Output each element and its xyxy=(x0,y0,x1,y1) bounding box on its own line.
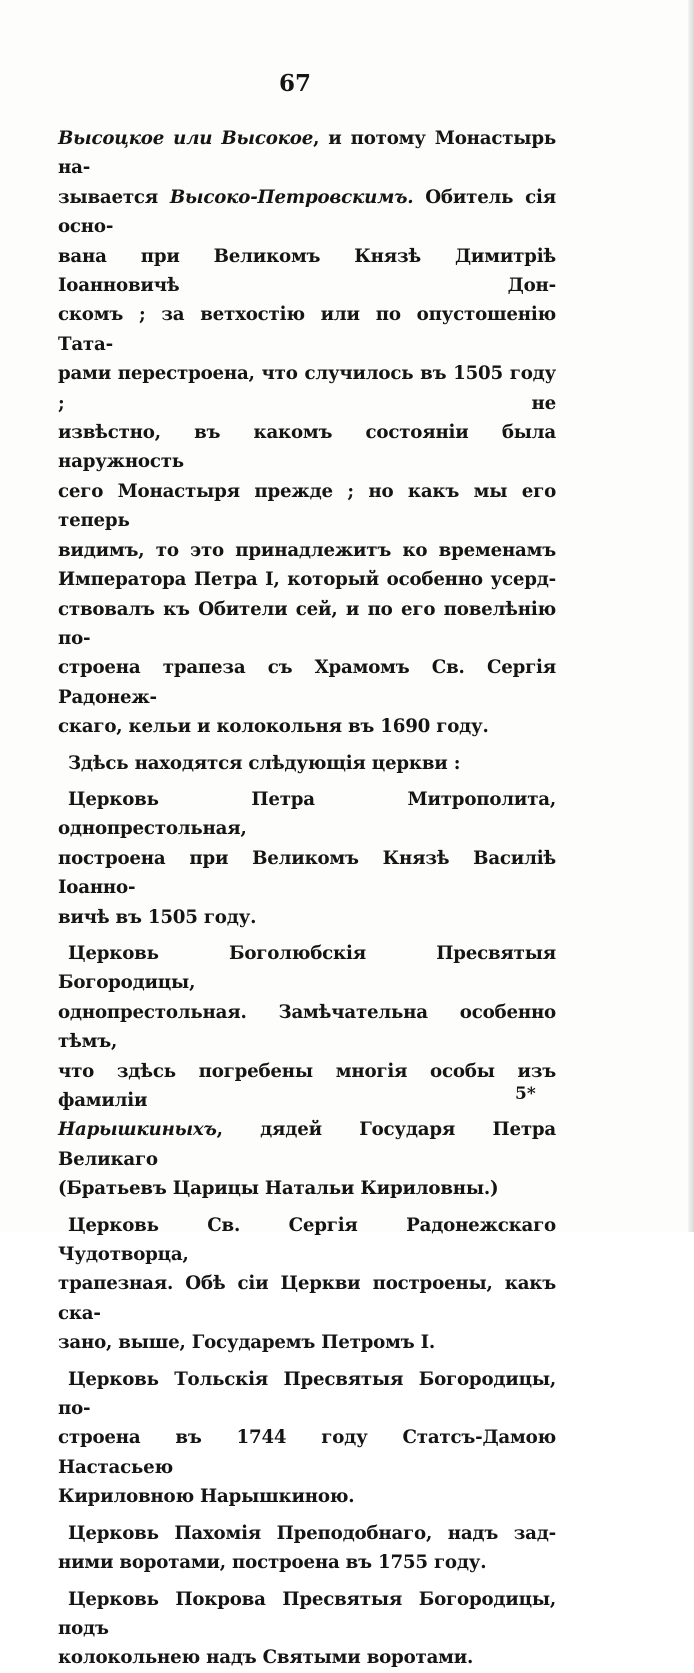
text-segment: скомъ ; за ветхостію или по опустошенію Тата- xyxy=(58,304,556,355)
text-line xyxy=(58,1548,556,1577)
text-segment: (Братьевъ Царицы Натальи Кириловны.) xyxy=(58,1178,499,1200)
text-segment: построена при Великомъ Князѣ Василіѣ Іоанно- xyxy=(58,847,556,899)
text-line xyxy=(58,300,556,359)
text-line xyxy=(58,903,556,932)
text-segment: однопрестольная. Замѣчательна особенно тѣмъ, xyxy=(58,1001,556,1053)
text-segment: вана при Великомъ Князѣ Димитріѣ Іоанновичѣ Дон- xyxy=(58,245,556,297)
text-segment: Кириловною Нарышкиною. xyxy=(58,1486,355,1508)
text-segment: ними воротами, построена въ 1755 году. xyxy=(58,1552,487,1574)
page-number: 67 xyxy=(278,70,311,97)
text-line xyxy=(58,998,556,1057)
text-segment: ствовалъ къ Обители сей, и по его повелѣнію по- xyxy=(58,598,556,649)
text-segment: Церковь Св. Сергія Радонежскаго Чудотворца, xyxy=(58,1214,556,1266)
text-segment: скаго, кельи и колокольня въ 1690 году. xyxy=(58,716,489,738)
text-segment: Императора Петра I, который особенно усерд- xyxy=(58,569,556,591)
italic-text-segment: Высоко-Петровскимъ. xyxy=(169,186,414,208)
text-line xyxy=(58,785,556,844)
body-text xyxy=(58,124,556,1673)
text-line xyxy=(58,359,556,418)
text-line xyxy=(58,242,556,301)
text-segment: Церковь Боголюбскія Пресвятыя Богородицы, xyxy=(58,942,556,994)
text-segment: , дядей Государя Петра Великаго xyxy=(58,1119,556,1170)
text-segment: трапезная. Обѣ сіи Церкви построены, какъ ска- xyxy=(58,1273,556,1324)
text-segment: Церковь Тольскія Пресвятыя Богородицы, по- xyxy=(58,1368,556,1420)
text-line xyxy=(58,1057,556,1116)
text-line xyxy=(58,1211,556,1270)
text-segment: зывается xyxy=(58,186,170,208)
text-segment: Церковь Пахомія Преподобнаго, надъ зад- xyxy=(68,1522,556,1544)
text-line xyxy=(58,595,556,654)
text-line xyxy=(58,124,556,183)
italic-text-segment: Высоцкое или Высокое xyxy=(58,128,314,149)
text-line xyxy=(58,712,556,741)
text-line xyxy=(58,1423,556,1482)
text-line xyxy=(58,565,556,594)
text-segment: строена трапеза съ Храмомъ Св. Сергія Радонеж- xyxy=(58,657,556,708)
text-segment: Церковь Покрова Пресвятыя Богородицы, подъ xyxy=(58,1588,556,1639)
text-segment: что здѣсь погребены многія особы изъ фамиліи xyxy=(58,1060,556,1111)
text-line xyxy=(58,1328,556,1357)
text-line xyxy=(58,1115,556,1174)
text-segment: Здѣсь находятся слѣдующія церкви : xyxy=(68,752,461,774)
text-segment: , и потому Монастырь на- xyxy=(58,128,556,179)
text-segment: зано, выше, Государемъ Петромъ I. xyxy=(58,1332,436,1354)
text-line xyxy=(58,844,556,903)
page-edge-shadow xyxy=(688,0,694,1232)
text-segment: Церковь Петра Митрополита, однопрестольная, xyxy=(58,788,556,840)
text-segment: сего Монастыря прежде ; но какъ мы его теперь xyxy=(58,480,556,532)
text-line xyxy=(58,1643,556,1672)
text-segment: вичѣ въ 1505 году. xyxy=(58,906,257,928)
text-line xyxy=(58,418,556,477)
text-line xyxy=(58,1519,556,1548)
text-line xyxy=(58,536,556,565)
text-line xyxy=(58,1269,556,1328)
text-segment: извѣстно, въ какомъ состояніи была наружность xyxy=(58,422,556,473)
text-line xyxy=(58,1482,556,1511)
text-line xyxy=(58,939,556,998)
signature-mark: 5* xyxy=(515,1084,536,1104)
text-segment: Обитель сія осно- xyxy=(58,186,556,238)
text-line xyxy=(58,1585,556,1644)
text-segment: колокольнею надъ Святыми воротами. xyxy=(58,1647,474,1669)
text-segment: строена въ 1744 году Статсъ-Дамою Настасьею xyxy=(58,1427,556,1478)
text-line xyxy=(58,749,556,778)
italic-text-segment: Нарышкиныхъ xyxy=(58,1119,217,1141)
text-line xyxy=(58,477,556,536)
text-segment: видимъ, то это принадлежитъ ко временамъ xyxy=(58,539,556,561)
text-segment: рами перестроена, что случилось въ 1505 году ; не xyxy=(58,363,556,414)
text-line xyxy=(58,183,556,242)
text-line xyxy=(58,1365,556,1424)
text-line xyxy=(58,653,556,712)
text-line xyxy=(58,1174,556,1203)
